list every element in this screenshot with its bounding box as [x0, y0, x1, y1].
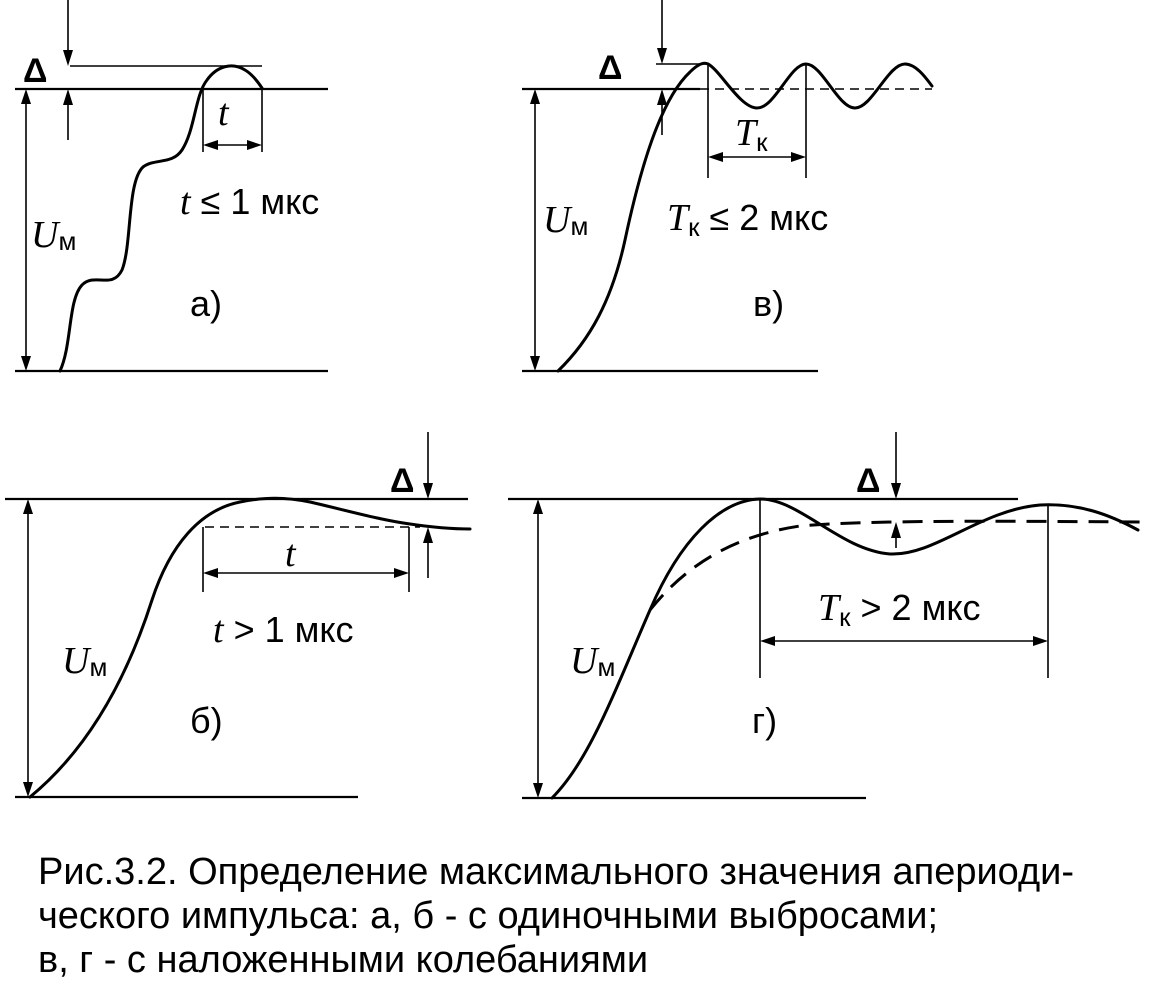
condition-v: Tк ≤ 2 мкс	[667, 197, 829, 242]
panel-g	[508, 432, 1140, 798]
signal-curve-g	[552, 499, 1138, 798]
panel-b	[5, 432, 470, 797]
panel-letter-v: в)	[753, 283, 785, 324]
um-label-a: Uм	[31, 214, 77, 256]
panel-a	[15, 0, 328, 371]
caption-line-1: Рис.3.2. Определение максимального значения апериоди-	[38, 851, 1075, 893]
um-label-g: Uм	[570, 640, 616, 682]
delta-label-v: Δ	[598, 49, 623, 87]
t-label-a: t	[218, 92, 229, 134]
t-label-b: t	[285, 533, 296, 575]
delta-label-g: Δ	[856, 462, 881, 500]
um-label-b: Uм	[62, 640, 108, 682]
panel-letter-b: б)	[190, 700, 223, 741]
panel-v	[522, 0, 932, 371]
condition-a: t ≤ 1 мкс	[180, 181, 320, 223]
caption-line-2: ческого импульса: а, б - с одиночными выбросами;	[38, 895, 939, 937]
delta-label-b: Δ	[390, 462, 415, 500]
condition-g: Tк > 2 мкс	[818, 587, 981, 632]
um-label-v: Uм	[543, 199, 589, 241]
condition-b: t > 1 мкс	[213, 609, 354, 651]
panel-letter-a: а)	[190, 283, 223, 324]
figure-caption	[38, 850, 1168, 982]
caption-line-3: в, г - с наложенными колебаниями	[38, 939, 649, 981]
delta-label-a: Δ	[23, 52, 48, 90]
tk-label-v: Tк	[735, 112, 768, 157]
panel-letter-g: г)	[752, 700, 778, 741]
